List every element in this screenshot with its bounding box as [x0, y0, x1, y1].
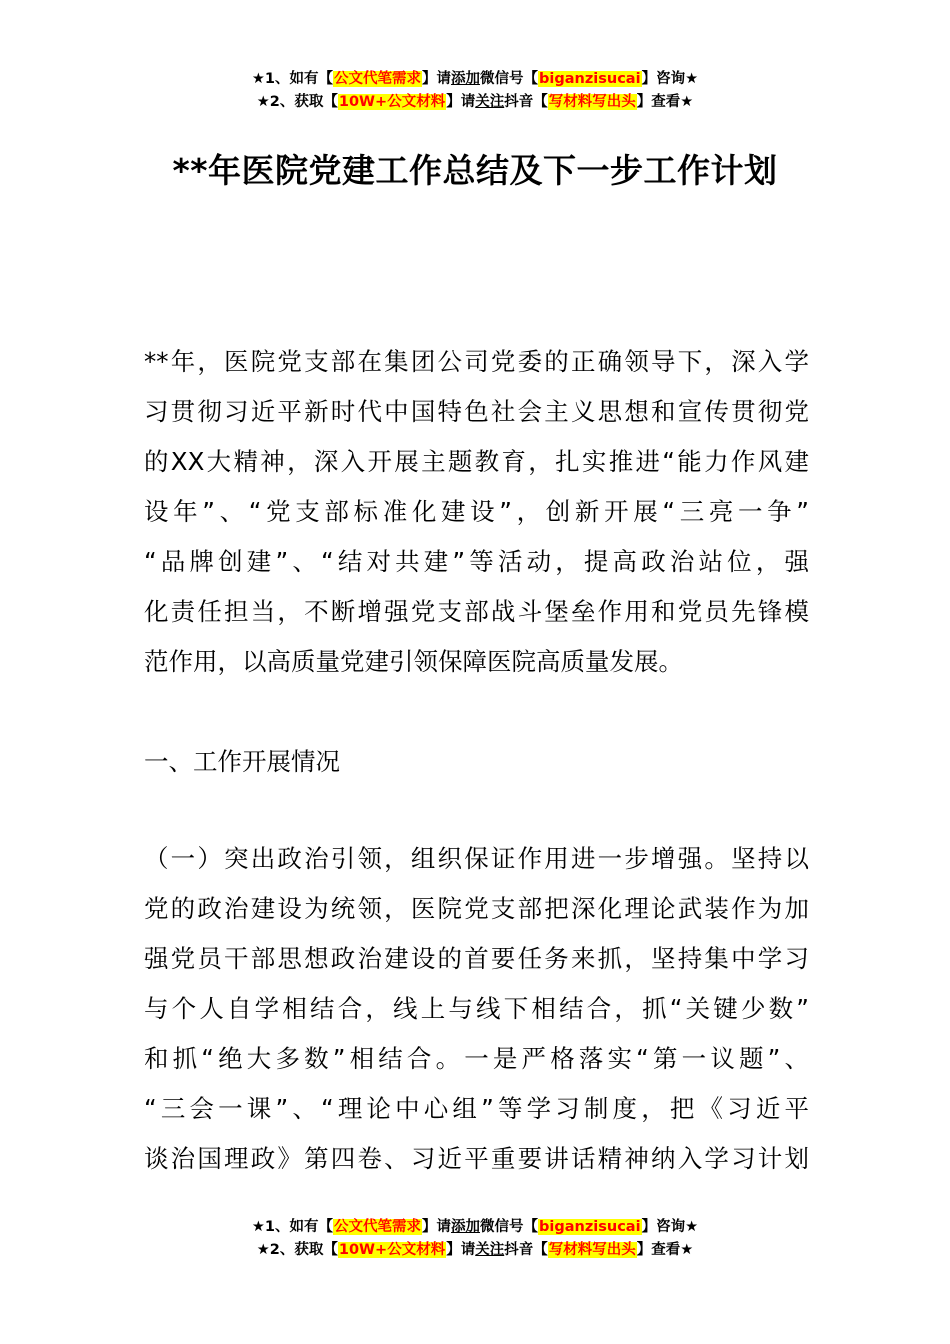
banner-text: 】咨询★	[641, 1219, 699, 1235]
paragraph-line: 化责任担当，不断增强党支部战斗堡垒作用和党员先锋模	[144, 597, 809, 626]
paragraph-line: 的XX大精神，深入开展主题教育，扎实推进“能力作风建	[144, 447, 809, 476]
footer-banner	[0, 1216, 950, 1262]
banner-line-2	[0, 1239, 950, 1262]
paragraph-line: 设年”、“党支部标准化建设”，创新开展“三亮一争”	[144, 497, 809, 526]
banner-line-1	[0, 1216, 950, 1239]
banner-text: 】请	[422, 1219, 452, 1235]
banner-underlined: 关注	[475, 1242, 505, 1258]
banner-text: ★1、如有【	[251, 1219, 334, 1235]
paragraph-line: “品牌创建”、“结对共建”等活动，提高政治站位，强	[144, 547, 809, 576]
section-heading-text: 一、工作开展情况	[144, 747, 340, 776]
paragraph-line: 习贯彻习近平新时代中国特色社会主义思想和宣传贯彻党	[144, 397, 809, 426]
paragraph-line: 和抓“绝大多数”相结合。一是严格落实“第一议题”、	[144, 1044, 809, 1073]
paragraph-line: 范作用，以高质量党建引领保障医院高质量发展。	[144, 647, 683, 676]
highlight-wechat-id: biganzisucai	[539, 1219, 641, 1235]
header-banner	[0, 68, 950, 114]
banner-underlined: 添加	[451, 1219, 481, 1235]
highlight-wechat-id: biganzisucai	[539, 71, 641, 87]
banner-text: 】请	[446, 94, 476, 110]
banner-text: 】请	[446, 1242, 476, 1258]
document-title: **年医院党建工作总结及下一步工作计划	[172, 151, 778, 190]
paragraph-line: 谈治国理政》第四卷、习近平重要讲话精神纳入学习计划	[144, 1144, 809, 1173]
banner-text: 微信号【	[480, 1219, 539, 1235]
paragraph-line: 党的政治建设为统领，医院党支部把深化理论武装作为加	[144, 894, 809, 923]
highlight-douyin-account: 写材料写出头	[548, 1242, 636, 1258]
banner-text: 】请	[422, 71, 452, 87]
banner-text: 抖音【	[504, 1242, 548, 1258]
banner-line-2	[0, 91, 950, 114]
paragraph-line: （一）突出政治引领，组织保证作用进一步增强。坚持以	[144, 844, 809, 873]
highlight-service: 公文代笔需求	[334, 1219, 422, 1235]
banner-line-1	[0, 68, 950, 91]
paragraph-line: **年，医院党支部在集团公司党委的正确领导下，深入学	[144, 347, 809, 376]
banner-text: 】咨询★	[641, 71, 699, 87]
highlight-service: 公文代笔需求	[334, 71, 422, 87]
paragraph-line: 与个人自学相结合，线上与线下相结合，抓“关键少数”	[144, 994, 809, 1023]
highlight-materials: 10W+公文材料	[338, 94, 446, 110]
section-heading	[144, 737, 809, 787]
banner-text: 】查看★	[636, 94, 694, 110]
highlight-douyin-account: 写材料写出头	[548, 94, 636, 110]
banner-text: 】查看★	[636, 1242, 694, 1258]
banner-underlined: 关注	[475, 94, 505, 110]
banner-text: 微信号【	[480, 71, 539, 87]
banner-text: ★2、获取【	[256, 94, 338, 110]
intro-paragraph	[144, 337, 809, 687]
banner-text: ★1、如有【	[251, 71, 334, 87]
highlight-materials: 10W+公文材料	[338, 1242, 446, 1258]
paragraph-line: “三会一课”、“理论中心组”等学习制度，把《习近平	[144, 1094, 809, 1123]
banner-text: ★2、获取【	[256, 1242, 338, 1258]
banner-underlined: 添加	[451, 71, 481, 87]
banner-text: 抖音【	[504, 94, 548, 110]
paragraph-line: 强党员干部思想政治建设的首要任务来抓，坚持集中学习	[144, 944, 809, 973]
work-paragraph	[144, 834, 809, 1184]
